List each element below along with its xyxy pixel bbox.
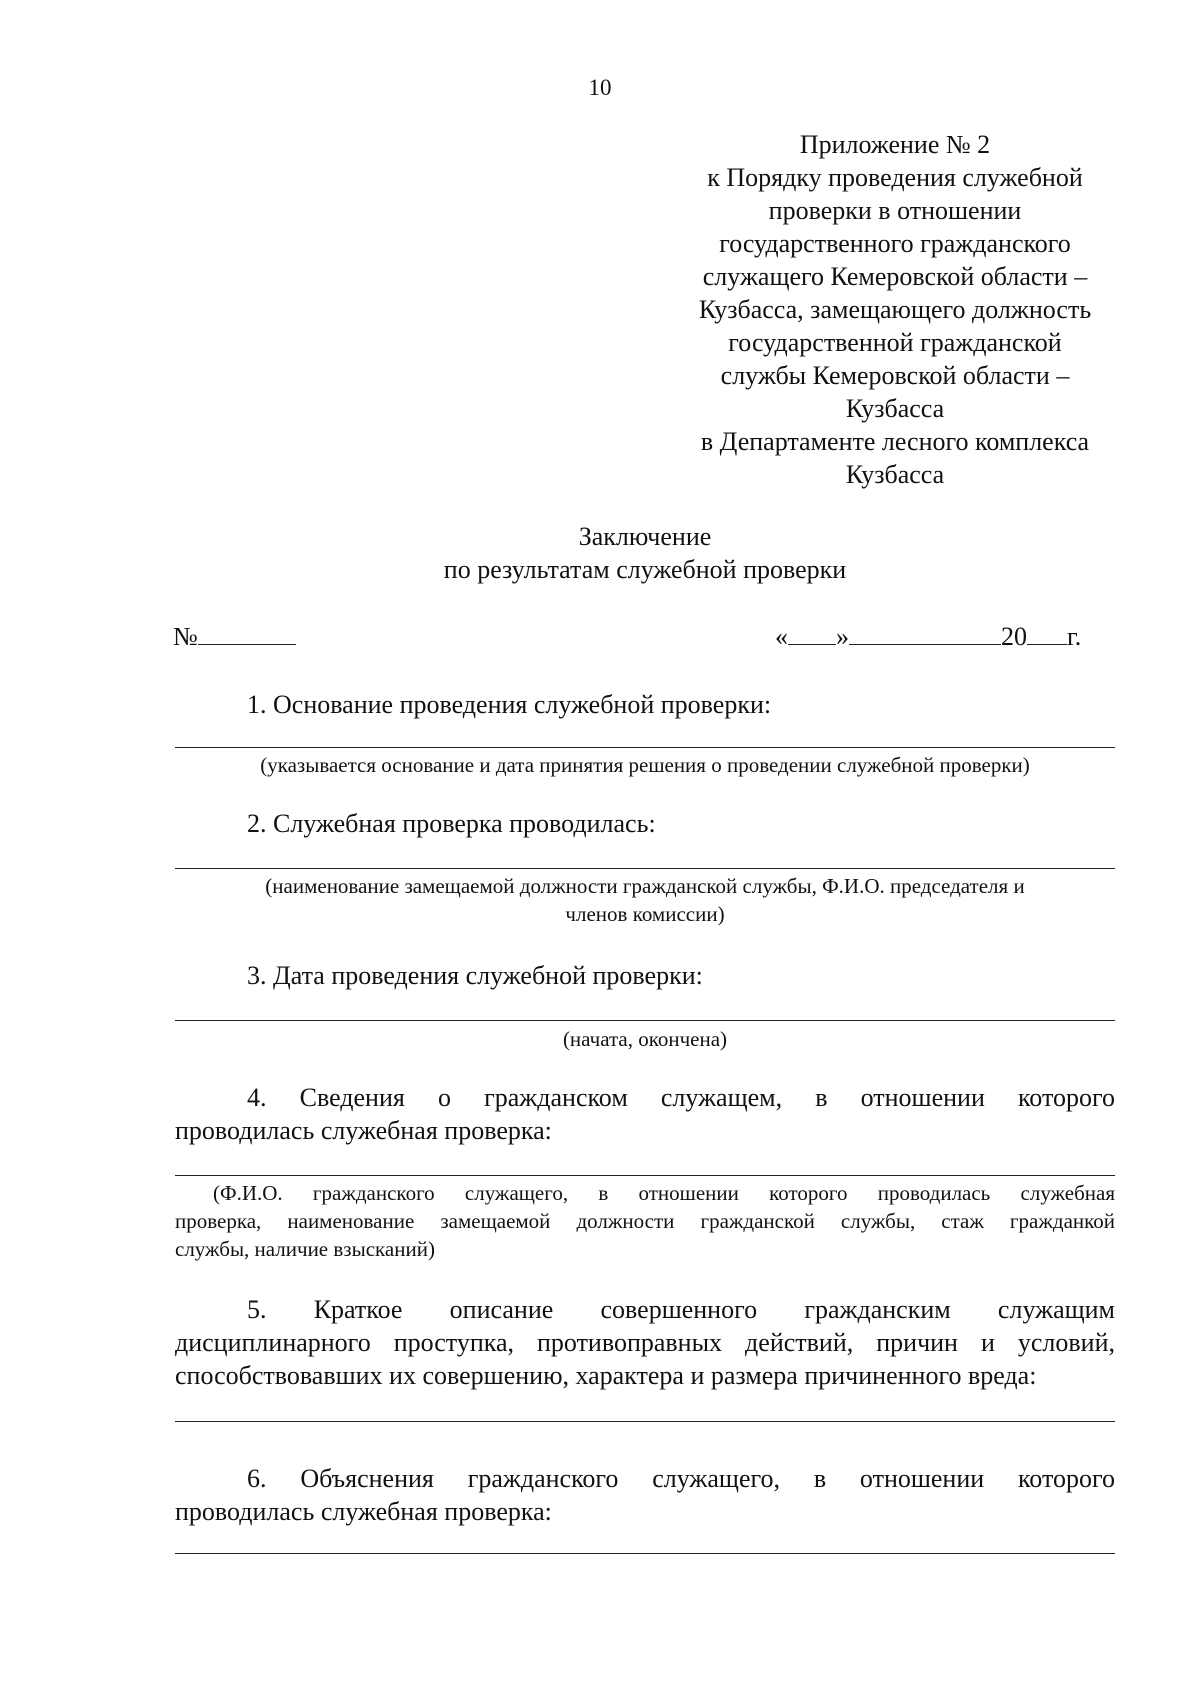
section-4-heading xyxy=(175,1081,1115,1147)
appendix-line: Кузбасса, замещающего должность xyxy=(698,295,1092,324)
date-open-quote: « xyxy=(775,622,788,651)
year-suffix: г. xyxy=(1067,622,1082,651)
section-6-heading-line-2: проводилась служебная проверка: xyxy=(175,1497,552,1526)
section-3-heading: 3. Дата проведения служебной проверки: xyxy=(247,961,703,990)
year-blank[interactable] xyxy=(1027,622,1067,645)
appendix-block xyxy=(660,128,1130,491)
section-2-heading: 2. Служебная проверка проводилась: xyxy=(247,809,656,838)
day-blank[interactable] xyxy=(788,622,836,645)
section-3-hint: (начата, окончена) xyxy=(562,1027,728,1051)
appendix-line: службы Кемеровской области – xyxy=(720,361,1070,390)
page-number: 10 xyxy=(588,75,612,100)
section-6-heading xyxy=(175,1462,1115,1528)
section-1-input-line[interactable] xyxy=(175,747,1115,748)
section-1-hint: (указывается основание и дата принятия решения о проведении служебной проверки) xyxy=(260,753,1030,777)
section-4-heading-line-2: проводилась служебная проверка: xyxy=(175,1116,552,1145)
section-5-heading-line-3: способствовавших их совершению, характера и размера причиненного вреда: xyxy=(175,1361,1037,1390)
section-3-input-line[interactable] xyxy=(175,1020,1115,1021)
number-blank[interactable] xyxy=(198,622,296,645)
section-5-heading-line-1: 5. Краткое описание совершенного гражданским служащим xyxy=(247,1295,1115,1324)
title-line-1: Заключение xyxy=(578,522,712,551)
section-4-hint-line-3: службы, наличие взысканий) xyxy=(175,1237,435,1261)
section-2-hint-line-1: (наименование замещаемой должности гражданской службы, Ф.И.О. председателя и xyxy=(265,874,1025,898)
number-field xyxy=(173,620,296,653)
section-2-hint-line-2: членов комиссии) xyxy=(565,902,725,926)
number-sign: № xyxy=(173,622,198,651)
section-2-input-line[interactable] xyxy=(175,868,1115,869)
section-6-heading-line-1: 6. Объяснения гражданского служащего, в отношении которого xyxy=(247,1464,1115,1493)
appendix-line: проверки в отношении xyxy=(768,196,1022,225)
appendix-line: Приложение № 2 xyxy=(799,130,991,159)
appendix-line: Кузбасса xyxy=(845,394,945,423)
section-4-hint-line-2: проверка, наименование замещаемой должности гражданской службы, стаж гражданкой xyxy=(175,1209,1115,1233)
title-line-2: по результатам служебной проверки xyxy=(443,555,847,584)
appendix-line: государственного гражданского xyxy=(719,229,1071,258)
section-4-heading-line-1: 4. Сведения о гражданском служащем, в отношении которого xyxy=(247,1083,1115,1112)
section-4-hint-line-1: (Ф.И.О. гражданского служащего, в отношении которого проводилась служебная xyxy=(213,1181,1115,1205)
section-5-heading-line-2: дисциплинарного проступка, противоправных действий, причин и условий, xyxy=(175,1328,1115,1357)
section-5-heading xyxy=(175,1293,1115,1392)
document-title xyxy=(0,520,1200,586)
date-close-quote: » xyxy=(836,622,849,651)
appendix-line: служащего Кемеровской области – xyxy=(702,262,1088,291)
section-4-hint xyxy=(175,1179,1115,1263)
appendix-line: государственной гражданской xyxy=(728,328,1062,357)
section-1-heading: 1. Основание проведения служебной проверки: xyxy=(247,690,772,719)
section-2-hint xyxy=(175,872,1115,928)
date-field xyxy=(775,620,1081,653)
month-blank[interactable] xyxy=(849,622,1001,645)
section-6-input-line[interactable] xyxy=(175,1553,1115,1554)
section-5-input-line[interactable] xyxy=(175,1421,1115,1422)
appendix-line: в Департаменте лесного комплекса xyxy=(700,427,1090,456)
year-prefix: 20 xyxy=(1001,622,1027,651)
appendix-line: Кузбасса xyxy=(845,460,945,489)
appendix-line: к Порядку проведения служебной xyxy=(707,163,1083,192)
section-4-input-line[interactable] xyxy=(175,1175,1115,1176)
